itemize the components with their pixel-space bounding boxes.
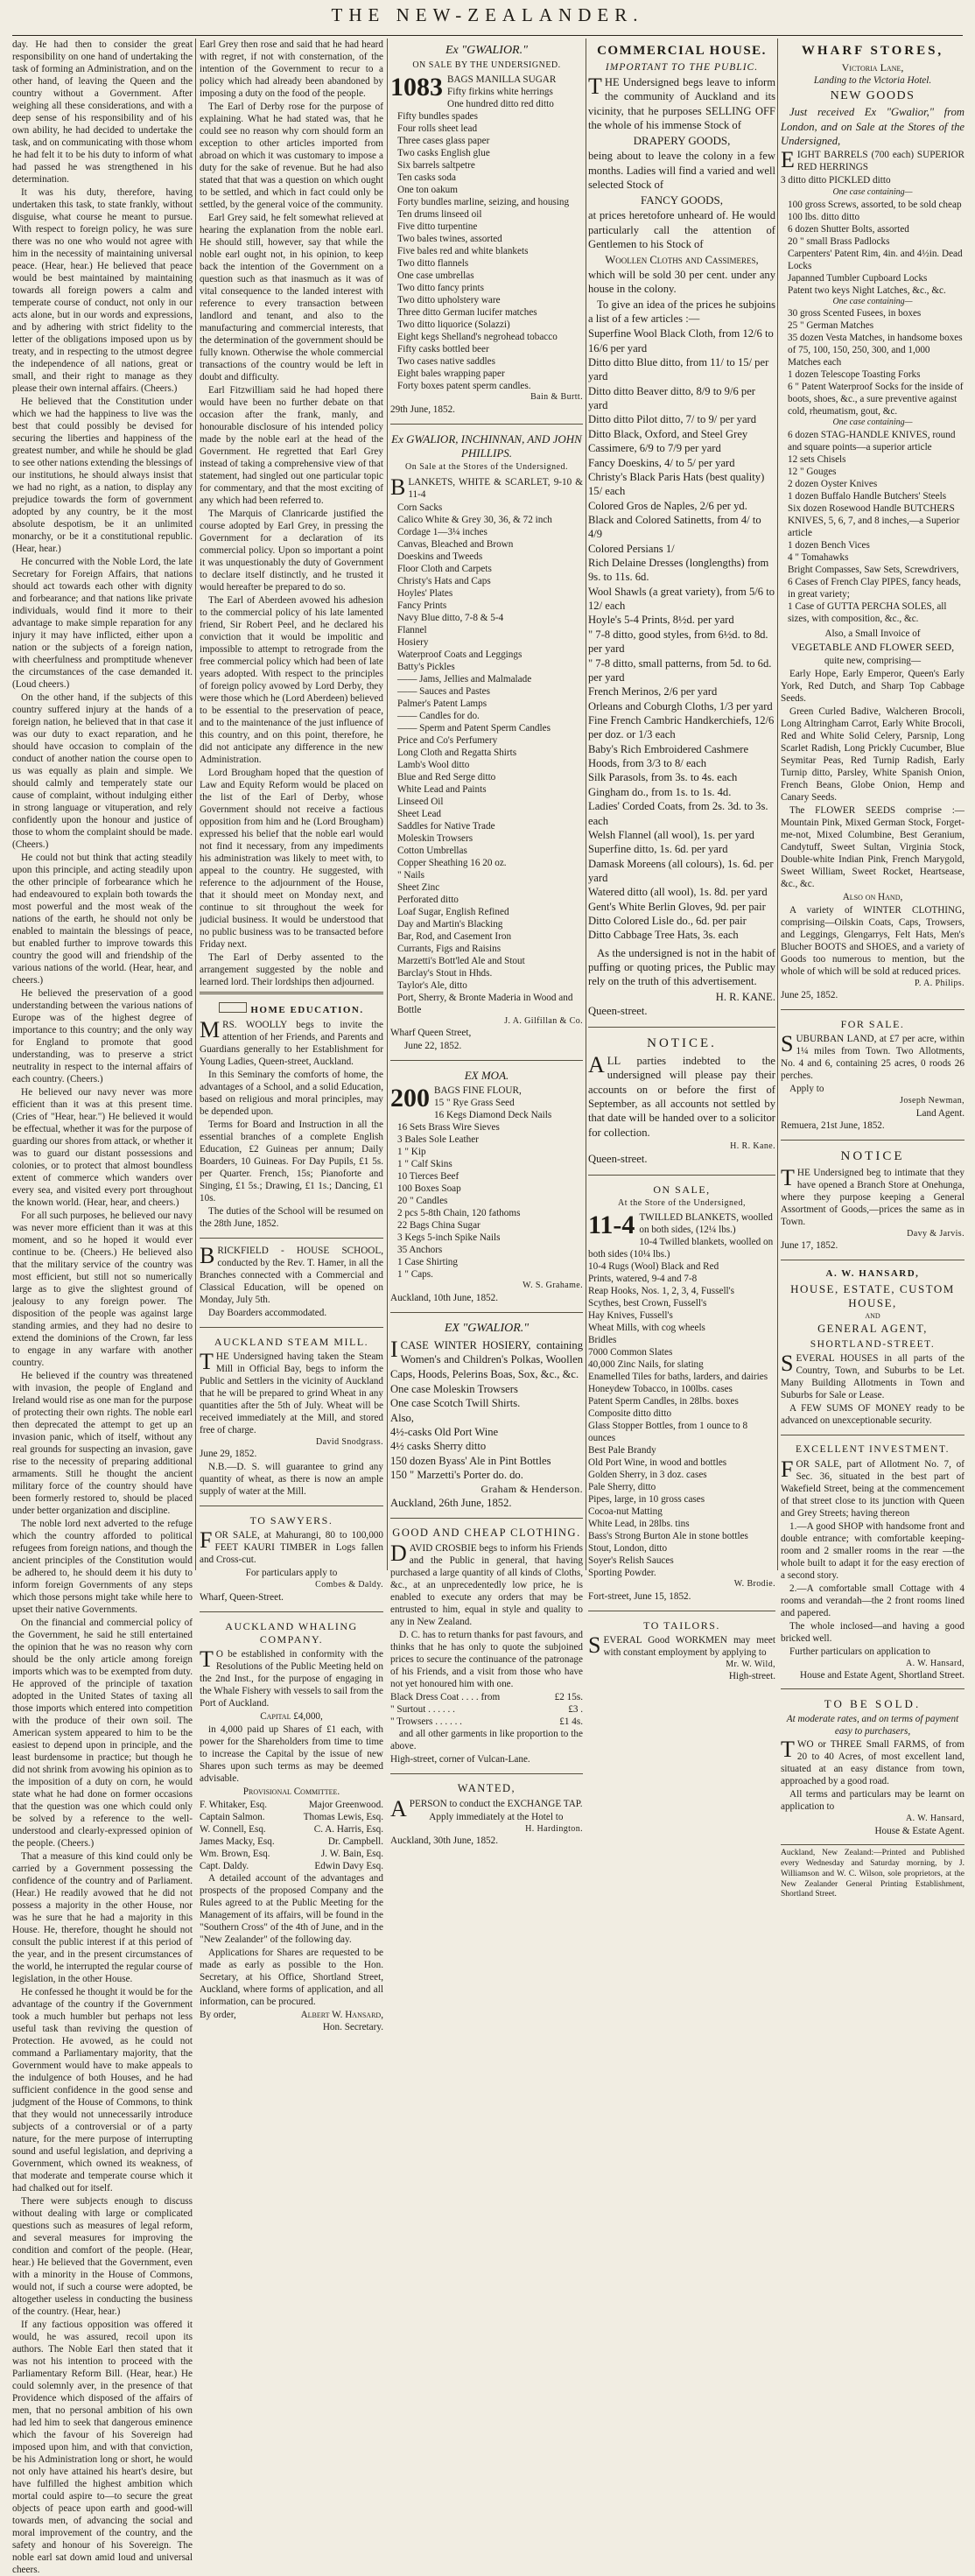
list-item: Sporting Powder. (588, 1568, 656, 1579)
price-row (390, 1691, 583, 1703)
list-item: 16 Sets Brass Wire Sieves (397, 1122, 500, 1134)
list-item: Two cases native saddles (397, 356, 495, 367)
list-item: One case Moleskin Trowsers (390, 1383, 518, 1396)
list-item: —— Jams, Jellies and Malmalade (397, 673, 532, 684)
list-item: 3 Bales Sole Leather (397, 1134, 479, 1146)
list-item: 15 " Rye Grass Seed (434, 1098, 515, 1109)
committee-member: Dr. Campbell. (327, 1835, 383, 1847)
divider (200, 992, 383, 994)
list-item: 2 pcs 5-8th Chain, 120 fathoms (397, 1208, 521, 1219)
list-item: 6 dozen STAG-HANDLE KNIVES, round and square points—a superior article (788, 429, 956, 453)
list-item: 1 " Caps. (397, 1269, 433, 1281)
list-item: Pale Sherry, ditto (588, 1482, 656, 1493)
list-item: 100 lbs. ditto ditto (788, 211, 860, 222)
list-item: Two ditto flannels (397, 258, 469, 269)
paragraph: It was his duty, therefore, having undertaken this task, to state frankly, without disguise, what course he meant to pursue. With respect to foreign policy, he was sure there was no one who would not agree with him in the necessity of maintaining universal peace. (Hear, hear.) He believed that peace would be best maintained by maintaining towards all foreign powers a calm and temperate course of conduct, not only in our acts alone, but in our words and expressions, and by adhering with strict fidelity to the letter of the obligations imposed upon us by treaty, and in respecting to the utmost degree the independence of all nations, great or small, and their right to manage as they please their own internal affairs. (Cheers.) (12, 187, 193, 394)
list-item: Five ditto turpentine (397, 221, 478, 232)
newspaper-title: THE NEW-ZEALANDER. (331, 4, 644, 25)
list-item: Copper Sheathing 16 20 oz. (397, 857, 507, 868)
list-item: Prints, watered, 9-4 and 7-8 (588, 1274, 698, 1285)
list-item: Day and Martin's Blacking (397, 918, 503, 930)
paragraph: Lord Brougham hoped that the question of Law and Equity Reform would be placed on the list of the Earl of Derby, whose Government should not receive a factious opposition from him and he (Lord Brougham) expressed his belief that the noble earl would not find it necessary, from any impediments his administration was likely to meet with, to appeal to the country. He suggested, with reference to the adjournment of the House, that it should meet on Monday next, and continue to sit throughout the week for judicial business. It would be understood that no public business was to be transacted before Friday next. (200, 768, 383, 950)
ad-ex-moa: EX MOA. 200 BAGS FINE FLOUR, 15 " Rye Grass Seed 16 Kegs Diamond Deck Nails 16 Sets Brass Wire Sieves 3 Bales Sole Leather 1 " Kip 1 " Calf Skins 10 Tierces Beef 100 Boxes Soap 20 " Candles 2 pcs 5-8th Chain, 120 fathoms 22 Bags China Sugar 3 Kegs 5-inch Spike Nails 35 Anchors 1 Case Shirting 1 " Caps. W. S. Grahame. Auckland, 10th June, 1852. (390, 1069, 583, 1303)
list-item: White Lead, in 28lbs. tins (588, 1519, 690, 1530)
list-item: 150 " Marzetti's Porter do. do. (390, 1469, 523, 1482)
list-item: 6 Cases of French Clay PIPES, fancy heads, in great variety; (788, 576, 961, 600)
paragraph: On the financial and commercial policy of the Government, he said he still entertained the opinion that he was no reason why corn should be the only article among foreign imports which was to be exempted from duty. He approved of the principle of taxation adopted in the United States of taxing all those imports which entered into competition with the produce of their own soil. The American system appeared to him to be the easiest to depend upon in principle, and the least burdensome in practice; but though he did not shrink from avowing his opinion as to the imposition of a duty on corn, he would state what he had done on former occasions that the question was one which could only be solved by a reference to the well-understood and clearly-expressed opinion of the people. (Cheers.) (12, 1618, 193, 1849)
ad-to-be-sold: TO BE SOLD. At moderate rates, and on terms of payment easy to purchasers, TWO or THREE Small FARMS, of from 20 to 40 Acres, of most excellent land, situated at an easy distance from town, approached by a good road. All terms and particulars may be learnt on application to A. W. Hansard, House & Estate Agent. (781, 1697, 964, 1836)
paragraph: The Earl of Aberdeen avowed his adhesion to the commercial policy of his late lamented friend, Sir Robert Peel, and he declared his conviction that it would be impolitic and impossible to attempt to retrograde from the free commercial policy which had been of late years adopted. With respect to the principles of foreign policy avowed by Lord Derby, they were those which he (Lord Aberdeen) believed to be essential to the preservation of peace, and to the maintenance of the just influence of this country, and on this point, therefore, he did not anticipate any difference in the new Administration. (200, 595, 383, 765)
list-item: Sheet Lead (397, 808, 442, 819)
list-item: Floor Cloth and Carpets (397, 563, 492, 574)
price-cell: " Trowsers . . . . . . (390, 1716, 462, 1728)
paragraph: The Earl of Derby rose for the purpose of explaining. What he had stated was, that he could see no reason why corn should form an exception to other articles imported from abroad on which it was customary to impose a duty for the sake of revenue. But he had also stated that that was a question on which ought to be settled, and which in fact could only be settled, by the general voice of the community. (200, 102, 383, 210)
list-item: White Lead and Paints (397, 783, 487, 795)
list-item: Glass Stopper Bottles, from 1 ounce to 8 ounces (588, 1421, 748, 1444)
list-item: Waterproof Coats and Leggings (397, 649, 523, 660)
paragraph: He could not but think that acting steadily upon this principle, and acting steadily upon the other principle of forbearance which he had endeavoured to explain both towards the most powerful and the most weak of the nations of the earth, he should not only be enabled to maintain the blessings of peace, but enabled further to improve towards this country the good will and friendship of the various nations of the world. (Hear, hear, and cheers.) (12, 853, 193, 986)
list-item: 20 " small Brass Padlocks (788, 235, 890, 247)
list-item: Ditto Black, Oxford, and Steel Grey Cassimere, 6/9 to 7/9 per yard (588, 427, 748, 455)
list-item: One hundred ditto red ditto (447, 99, 554, 109)
ad-whaling-company: AUCKLAND WHALING COMPANY. T O be established in conformity with the Resolutions of the Public Meeting held on the 2nd Inst., for the purpose of engaging in the Whale Fishery with vessels to sail from the Port of Auckland. Capital £4,000, in 4,000 paid up Shares of £1 each, with power for the Shareholders from time to time to increase the Capital by the issue of new Shares upon such terms as may be deemed advisable. Provisional Committee. F. Whitaker, Esq. Major Greenwood. Captain Salmon. Thomas Lewis, Esq. W. Connell, Esq. C. A. Harris, Esq. James Macky, Esq. Dr. Campbell. Wm. Brown, Esq. J. W. Bain, Esq. Capt. Daldy. Edwin Davy Esq. A detailed account of the advantages and prospects of the proposed Company and the Rules agreed to at the Public Meeting for the Management of its affairs, will be found in the "Southern Cross" of the 4th of June, and in the "New Zealander" of the following day. Applications for Shares are requested to be made as early as possible to the Hon. Secretary, at his Office, Shortland Street, Auckland, where forms of application, and all information, can be procured. By order, Albert W. Hansard, Hon. Secretary. (200, 1619, 383, 2032)
item-list (390, 1382, 583, 1483)
list-item: Batty's Pickles (397, 661, 455, 672)
paragraph: He believed our navy never was more efficient than it was at this present time. (Cries of "Hear, hear.") He believed it would be effectual, whether it was for the purpose of guarding our shores from attack, or whether it was to guard our distant possessions and colonies, or to protect that almost boundless extent of commerce which wanders over every sea, and visited every port throughout the known world. (Hear, hear, and cheers.) (12, 1087, 193, 1208)
paragraph: On the other hand, if the subjects of this country suffered injury at the hands of a foreign nation, he believed that in that case it was our duty to exact reparation, and he should have occasion to complain of the conduct of another nation the course open to us was equally as plain and simple. We should calmly and temperately state our cause of complaint, without indulging either in strong language or vituperation, and rely confidently upon the honour and justice of those to whom the complaint should be made. (Cheers.) (12, 692, 193, 850)
list-item: Rich Delaine Dresses (longlengths) from 9s. to 11s. 6d. (588, 557, 769, 584)
list-item: Three cases glass paper (397, 136, 490, 146)
list-item: Ten casks soda (397, 172, 456, 183)
list-item: Two casks English glue (397, 148, 490, 158)
list-item: Bass's Strong Burton Ale in stone bottles (588, 1531, 748, 1542)
list-item: 22 Bags China Sugar (397, 1220, 480, 1232)
masthead (0, 0, 975, 35)
item-list (781, 307, 964, 418)
list-item: Patent two keys Night Latches, &c., &c. (788, 284, 946, 296)
list-item: Six barrels saltpetre (397, 160, 475, 171)
ad-brickfield-school: BRICKFIELD - HOUSE SCHOOL, conducted by the Rev. T. Hamer, in all the Branches connected with a Commercial and Classical Education, will be opened on Monday, July 5th. Day Boarders accommodated. (200, 1242, 383, 1318)
item-list (781, 199, 964, 297)
list-item: Ditto ditto Blue ditto, from 11/ to 15/ per yard (588, 356, 769, 383)
list-item: Moleskin Trowsers (397, 832, 473, 844)
ad-on-sale-blankets: ON SALE, At the Store of the Undersigned, 11-4 TWILLED BLANKETS, woolled on both sides, (12¼ lbs.) 10-4 Twilled blankets, woolled on both sides (10¼ lbs.) 10-4 Rugs (Wool) Black and Red Prints, watered, 9-4 and 7-8 Reap Hooks, Nos. 1, 2, 3, 4, Fussell's Scythes, best Crown, Fussell's Hay Knives, Fussell's Wheat Mills, with cog wheels Bridles 7000 Common Slates 40,000 Zinc Nails, for slating Enamelled Tiles for baths, larders, and dairies Honeydew Tobacco, in 100lbs. cases Patent Sperm Candles, in 28lbs. boxes Composite ditto ditto Glass Stopper Bottles, from 1 ounce to 8 ounces Best Pale Brandy Old Port Wine, in wood and bottles Golden Sherry, in 3 doz. cases Pale Sherry, ditto Pipes, large, in 10 gross cases Cocoa-nut Matting White Lead, in 28lbs. tins Bass's Strong Burton Ale in stone bottles Stout, London, ditto Soyer's Relish Sauces Sporting Powder. W. Brodie. Fort-street, June 15, 1852. (588, 1183, 775, 1602)
list-item: Honeydew Tobacco, in 100lbs. cases (588, 1384, 733, 1395)
list-item: 3 Kegs 5-inch Spike Nails (397, 1232, 501, 1244)
list-item: Bright Compasses, Saw Sets, Screwdrivers, (788, 564, 959, 575)
list-item: Linseed Oil (397, 796, 444, 807)
ad-gwalior-inchinnan: Ex GWALIOR, INCHINNAN, AND JOHN PHILLIPS. On Sale at the Stores of the Undersigned. BLANKETS, WHITE & SCARLET, 9-10 & 11-4 Corn Sacks Calico White & Grey 30, 36, & 72 inch Cordage 1—3¼ inches Canvas, Bleached and Brown Doeskins and Tweeds Floor Cloth and Carpets Christy's Hats and Caps Hoyles' Plates Fancy Prints Navy Blue ditto, 7-8 & 5-4 Flannel Hosiery Waterproof Coats and Leggings Batty's Pickles —— Jams, Jellies and Malmalade —— Sauces and Pastes Palmer's Patent Lamps —— Candles for do. —— Sperm and Patent Sperm Candles Price and Co's Perfumery Long Cloth and Regatta Shirts Lamb's Wool ditto Blue and Red Serge ditto White Lead and Paints Linseed Oil Sheet Lead Saddles for Native Trade Moleskin Trowsers Cotton Umbrellas Copper Sheathing 16 20 oz. " Nails Sheet Zinc Perforated ditto Loaf Sugar, English Refined Day and Martin's Blacking Bar, Rod, and Casement Iron Currants, Figs and Raisins Marzetti's Bott'led Ale and Stout Barclay's Stout in Hhds. Taylor's Ale, ditto Port, Sherry, & Bronte Maderia in Wood and Bottle J. A. Gilfillan & Co. Wharf Queen Street, June 22, 1852. (390, 432, 583, 1051)
ad-winter-hosiery: EX "GWALIOR." ICASE WINTER HOSIERY, containing Women's and Children's Polkas, Woollen Caps, Hoods, Pelerins Boas, Sox, &c., &c. One case Moleskin Trowsers One case Scotch Twill Shirts. Also, 4½-casks Old Port Wine 4½ casks Sherry ditto 150 dozen Byass' Ale in Pint Bottles 150 " Marzetti's Porter do. do. Graham & Henderson. Auckland, 26th June, 1852. (390, 1321, 583, 1510)
list-item: Ladies' Corded Coats, from 2s. 3d. to 3s. each (588, 800, 768, 827)
item-list (390, 502, 583, 1016)
ad-gwalior-sugar: Ex "GWALIOR." ON SALE BY THE UNDERSIGNED. 1083 BAGS MANILLA SUGAR Fifty firkins white herrings One hundred ditto red ditto Fifty bundles spades Four rolls sheet lead Three cases glass paper Two casks English glue Six barrels saltpetre Ten casks soda One ton oakum Forty bundles marline, seizing, and housing Ten drums linseed oil Five ditto turpentine Two bales twines, assorted Five bales red and white blankets Two ditto flannels One case umbrellas Two ditto fancy prints Two ditto upholstery ware Three ditto German lucifer matches Two ditto liquorice (Solazzi) Eight kegs Shelland's negrohead tobacco Fifty casks bottled beer Two cases native saddles Eight bales wrapping paper Forty boxes patent sperm candles. Bain & Burtt. 29th June, 1852. (390, 44, 583, 415)
list-item: 100 Boxes Soap (397, 1183, 461, 1195)
list-item: Fine French Cambric Handkerchiefs, 12/6 per doz. or 1/3 each (588, 714, 775, 741)
committee-row (200, 1835, 383, 1848)
list-item: Wool Shawls (a great variety), from 5/6 to 12/ each (588, 585, 775, 613)
list-item: " 7-8 ditto, small patterns, from 5d. to 6d. per yard (588, 656, 772, 684)
list-item: Currants, Figs and Raisins (397, 943, 502, 954)
list-item: Old Port Wine, in wood and bottles (588, 1457, 727, 1469)
column-1-parliament-report (12, 39, 193, 2575)
list-item: 6 " Patent Waterproof Socks for the inside of boots, shoes, &c., a sure preventive against cold, rheumatism, gout, &c. (788, 382, 964, 418)
column-3 (390, 39, 583, 1847)
list-item: 35 dozen Vesta Matches, in handsome boxes of 75, 100, 150, 250, 300, and 1,000 Matches each (788, 333, 963, 369)
committee-row (200, 1860, 383, 1872)
list-item: Christy's Hats and Caps (397, 575, 491, 586)
ad-notice-onehunga: NOTICE THE Undersigned beg to intimate that they have opened a Branch Store at Onehunga, where they purpose keeping a General Assortment of Goods,—prices the same as in Town. Davy & Jarvis. June 17, 1852. (781, 1148, 964, 1252)
list-item: Scythes, best Crown, Fussell's (588, 1298, 707, 1309)
list-item: Eight bales wrapping paper (397, 369, 505, 379)
masthead-rule (12, 35, 963, 36)
list-item: Gent's White Berlin Gloves, 9d. per pair (588, 900, 766, 913)
list-item: Two ditto liquorice (Solazzi) (397, 319, 510, 330)
list-item: One case umbrellas (397, 270, 474, 281)
paragraph: He confessed he thought it would be for the advantage of the country if the Government took a much humbler but perhaps not less useful task than reviving the question of Protection. He avowed, as he could not command a Parliamentary majority, that the Government would have to make appeals to the indulgence of both Houses, and he had sufficient confidence in the good sense and judgment of the House of Commons, to think that they would not unnecessarily introduce subjects of a controversial or of a party nature, for the mere purpose of interrupting sound and useful legislation, and depriving a Government, which owned its weakness, of that moderate and temperate course which it had chalked out for itself. (12, 1987, 193, 2193)
column-2 (200, 39, 383, 2032)
item-list (781, 429, 964, 625)
list-item: 1 " Calf Skins (397, 1159, 452, 1170)
paragraph: There were subjects enough to discuss without dealing with large or complicated questions such as measures of legal reform, and several measures for improving the condition and comfort of the people. (Hear, hear.) He believed that the Government, even with a minority in the House of Commons, would not, if such a course were adopted, be altogether useless in conducting the business of the country. (Hear, hear.) (12, 2196, 193, 2317)
list-item: 1 Case of GUTTA PERCHA SOLES, all sizes, with composition, &c., &c. (788, 600, 947, 624)
list-item: Two ditto upholstery ware (397, 295, 501, 305)
list-item: Hoyle's 5-4 Prints, 8½d. per yard (588, 614, 734, 627)
list-item: Ten drums linseed oil (397, 209, 482, 220)
list-item: Hosiery (397, 636, 429, 648)
list-item: Also, (390, 1411, 414, 1424)
column-4 (588, 39, 775, 1682)
list-item: Superfine Wool Black Cloth, from 12/6 to 16/6 per yard (588, 327, 774, 354)
price-row (390, 1703, 583, 1716)
committee-member: C. A. Harris, Esq. (313, 1823, 383, 1835)
list-item: 12 " Gouges (788, 466, 837, 477)
price-cell: " Surtout . . . . . . (390, 1704, 455, 1716)
column-divider (195, 39, 196, 1570)
list-item: 25 " German Matches (788, 320, 874, 332)
list-item: Hay Knives, Fussell's (588, 1310, 673, 1322)
list-item: Superfine ditto, 1s. 6d. per yard (588, 843, 728, 856)
price-cell: £3 . (568, 1704, 583, 1716)
list-item: French Merinos, 2/6 per yard (588, 685, 718, 698)
paragraph: Earl Grey then rose and said that he had heard with regret, if not with consternation, of the intention of the Government to recur to a policy which had already been abandoned by imposing a duty on the food of the people. (200, 39, 383, 99)
list-item: Best Pale Brandy (588, 1445, 656, 1456)
list-item: Orleans and Coburgh Cloths, 1/3 per yard (588, 699, 773, 712)
ad-sawyers: TO SAWYERS. FOR SALE, at Mahurangi, 80 to 100,000 FEET KAURI TIMBER in Logs fallen and Cross-cut. For particulars apply to Combes & Daldy. Wharf, Queen-Street. (200, 1514, 383, 1603)
committee-member: Thomas Lewis, Esq. (303, 1811, 383, 1822)
paragraph: That a measure of this kind could only be carried by a Government possessing the confidence of the country and of Parliament. (Hear.) He readily avowed that he did not possess a majority in the other House, nor was he sure that he had a majority in this House. He, therefore, thought he should not consult the public interest if at this period of the year, and in the present circumstances of the world, he interrupted the regular course of legislation, in the other House. (12, 1851, 193, 1984)
committee-member: James Macky, Esq. (200, 1835, 275, 1847)
list-item: Japanned Tumbler Cupboard Locks (788, 272, 928, 284)
list-item: Blue and Red Serge ditto (397, 771, 496, 783)
list-item: Bridles (588, 1335, 617, 1346)
price-cell: Black Dress Coat . . . . from (390, 1692, 501, 1703)
ad-cheap-clothing: GOOD AND CHEAP CLOTHING. DAVID CROSBIE begs to inform his Friends and the Public in general, that having purchased a large quantity of all kinds of Cloths, &c., at an unprecedentedly low price, he is enabled to execute any orders that may be entrusted to him, equal in style and quality to any in New Zealand. D. C. has to return thanks for past favours, and thinks that he has only to quote the subjoined prices to secure the continuance of the patronage of his Friends, and a visit from those who have not yet honoured him with one. Black Dress Coat . . . . from £2 15s. " Surtout . . . . . . £3 . " Trowsers . . . . . . £1 4s. and all other garments in like proportion to the above. High-street, corner of Vulcan-Lane. (390, 1527, 583, 1765)
list-item: Four rolls sheet lead (397, 123, 478, 134)
list-item: Doeskins and Tweeds (397, 551, 483, 562)
list-item: Fancy Doeskins, 4/ to 5/ per yard (588, 456, 735, 469)
list-item: 35 Anchors (397, 1245, 443, 1256)
committee-member: Edwin Davy Esq. (314, 1860, 383, 1871)
list-item: Christy's Black Paris Hats (best quality) 15/ each (588, 470, 765, 498)
ad-to-tailors: TO TAILORS. SEVERAL Good WORKMEN may meet with constant employment by applying to Mr. W. Wild, High-street. (588, 1618, 775, 1682)
list-item: Watered ditto (all wool), 1s. 8d. per yard (588, 886, 768, 899)
paragraph: Earl Fitzwilliam said he had hoped there would have been no further debate on that occasion after the frank, manly, and honourable disclosure of his intended policy made by the noble earl at the head of the Government. He regretted that Earl Grey instead of taking a comprehensive view of that statement, had singled out one particular topic for commentary, and that the most exciting of any which had been referred to. (200, 385, 383, 506)
list-item: Composite ditto ditto (588, 1408, 672, 1420)
committee-member: Capt. Daldy. (200, 1860, 249, 1871)
list-item: Fifty firkins white herrings (447, 87, 553, 97)
list-item: 1 dozen Bench Vices (788, 539, 870, 551)
list-item: 10-4 Rugs (Wool) Black and Red (588, 1261, 719, 1273)
paragraph: The Earl of Derby assented to the arrangement suggested by the noble and learned lord. Their lordships then adjourned. (200, 952, 383, 987)
committee-row (200, 1811, 383, 1823)
committee-member: J. W. Bain, Esq. (320, 1848, 383, 1859)
printer-imprint: Auckland, New Zealand:—Printed and Published every Wednesday and Saturday morning, by J. Williamson and W. C. Wilson, sole proprietors, at the New Zealander General Printing Establishment, Shortland Street. (781, 1848, 964, 1899)
committee-member: Major Greenwood. (308, 1799, 383, 1810)
list-item: 150 dozen Byass' Ale in Pint Bottles (390, 1454, 551, 1467)
list-item: 1 Case Shirting (397, 1257, 458, 1268)
list-item: Flannel (397, 624, 427, 635)
list-item: 6 dozen Shutter Bolts, assorted (788, 223, 909, 235)
list-item: Fifty bundles spades (397, 111, 478, 122)
ad-hansard-agent: A. W. HANSARD, HOUSE, ESTATE, CUSTOM HOUSE, AND GENERAL AGENT, SHORTLAND-STREET. SEVERAL HOUSES in all parts of the Country, Town, and Suburbs to be Let. Many Building Allotments in Town and Suburbs for Sale or Lease. A FEW SUMS OF MONEY ready to be advanced on unexceptionable security. (781, 1268, 964, 1427)
list-item: Forty boxes patent sperm candles. (397, 381, 531, 391)
list-item: Loaf Sugar, English Refined (397, 906, 509, 917)
list-item: Marzetti's Bott'led Ale and Stout (397, 955, 525, 966)
paragraph: For all such purposes, he believed our navy was never more efficient than it was at this moment, and so he hoped it would ever continue to be. (Cheers.) He believed also that the military service of the country was most efficient, but still not so numerically large as to give the slightest ground of jealousy to any foreign power. The disposition of the people was against large standing armies, and they had no desire to extend the dominions of the Crown, far less to engage in any warfare with another country. (12, 1211, 193, 1368)
list-item: Three ditto German lucifer matches (397, 307, 537, 318)
paragraph: The Marquis of Clanricarde justified the course adopted by Earl Grey, in pressing the Government for a declaration of its commercial policy. Upon so important a point it was unquestionably the duty of Government to declare itself distinctly, and he trusted it would hereafter be prepared to do so. (200, 509, 383, 593)
item-list (588, 1236, 775, 1579)
list-item: Barclay's Stout in Hhds. (397, 967, 493, 979)
list-item: Fifty casks bottled beer (397, 344, 489, 354)
committee-member: Captain Salmon. (200, 1811, 265, 1822)
list-item: Patent Sperm Candles, in 28lbs. boxes (588, 1396, 739, 1407)
list-item: Golden Sherry, in 3 doz. cases (588, 1470, 707, 1481)
list-item: —— Sperm and Patent Sperm Candles (397, 722, 551, 733)
paragraph: He concurred with the Noble Lord, the late Secretary for Foreign Affairs, that nations should act towards each other with dignity and forbearance; and that nations like private individuals, would find it more to their advantage to make simple reparation for any injury it may have inflicted, either upon a nation or the subjects of a foreign nation, with cheerfulness and promptitude whenever the circumstances of the case demanded it. (Loud cheers.) (12, 557, 193, 690)
ad-notice-kane: NOTICE. ALL parties indebted to the undersigned will please pay their accounts on or before the first of September, as all accounts not settled by that date will be handed over to a solicitor for collection. H. R. Kane. Queen-street. (588, 1035, 775, 1166)
list-item: 40,000 Zinc Nails, for slating (588, 1359, 704, 1371)
committee-member: F. Whitaker, Esq. (200, 1799, 268, 1810)
paragraph: If any factious opposition was offered it would, he was assured, recoil upon its authors. The Noble Earl then stated that it was not his intention to proceed with the Parliamentary Reform Bill. (Hear, hear.) He could solemnly aver, in the presence of that Providence which disposed of the affairs of men, that no personal ambition of his own had led him to seek that dangerous eminence which the favour of his Sovereign had imposed upon him, and with that conviction, be his Administration long or short, he would not only have attained his heart's desire, but have fulfilled the highest ambition which mortal could aspire to—to secure the great objects of peace upon earth and good-will towards men, of advancing the social and moral improvement of the country, and the safety and honour of his Sovereign. The noble earl sat down amid loud and universal cheers. (12, 2320, 193, 2575)
ad-home-education: HOME EDUCATION. MRS. WOOLLY begs to invite the attention of her Friends, and Parents and Guardians generally to her Establishment for Young Ladies, Queen-street, Auckland. In this Seminary the comforts of home, the advantages of a School, and a solid Education, based on religious and moral principles, may be depended upon. Terms for Board and Instruction in all the essential branches of a complete English Education, £2 Guineas per annum; Daily Boarders, 10 Guineas. For Day Pupils, £1 5s. per Quarter. French, 15s; Pianoforte and Singing, £1 5s.; Drawing, £1 1s.; Dancing, £1 10s. The duties of the School will be resumed on the 28th June, 1852. (200, 998, 383, 1234)
list-item: Forty bundles marline, seizing, and housing (397, 197, 570, 207)
committee-row (200, 1848, 383, 1860)
list-item: Ditto Colored Lisle do., 6d. per pair (588, 915, 747, 928)
ad-commercial-house: COMMERCIAL HOUSE. IMPORTANT TO THE PUBLIC. THE Undersigned begs leave to inform the community of Auckland and its vicinity, that he purposes SELLING OFF the whole of his immense Stock of DRAPERY GOODS, being about to leave the colony in a few months. Ladies will find a varied and well selected Stock of FANCY GOODS, at prices heretofore unheard of. He would particularly call the attention of Gentlemen to his Stock of Woollen Cloths and Cassimeres, which will be sold 30 per cent. under any house in the colony. To give an idea of the prices he subjoins a list of a few articles :— Superfine Wool Black Cloth, from 12/6 to 16/6 per yard Ditto ditto Blue ditto, from 11/ to 15/ per yard Ditto ditto Beaver ditto, 8/9 to 9/6 per yard Ditto ditto Pilot ditto, 7/ to 9/ per yard Ditto Black, Oxford, and Steel Grey Cassimere, 6/9 to 7/9 per yard Fancy Doeskins, 4/ to 5/ per yard Christy's Black Paris Hats (best quality) 15/ each Colored Gros de Naples, 2/6 per yd. Black and Colored Satinetts, from 4/ to 4/9 Colored Persians 1/ Rich Delaine Dresses (longlengths) from 9s. to 11s. 6d. Wool Shawls (a great variety), from 5/6 to 12/ each Hoyle's 5-4 Prints, 8½d. per yard " 7-8 ditto, good styles, from 6½d. to 8d. per yard " 7-8 ditto, small patterns, from 5d. to 6d. per yard French Merinos, 2/6 per yard Orleans and Coburgh Cloths, 1/3 per yard Fine French Cambric Handkerchiefs, 12/6 per doz. or 1/3 each Baby's Rich Embroidered Cashmere Hoods, from 3/3 to 8/ each Silk Parasols, from 3s. to 4s. each Gingham do., from 1s. to 1s. 4d. Ladies' Corded Coats, from 2s. 3d. to 3s. each Welsh Flannel (all wool), 1s. per yard Superfine ditto, 1s. 6d. per yard Damask Moreens (all colours), 1s. 6d. per yard Watered ditto (all wool), 1s. 8d. per yard Gent's White Berlin Gloves, 9d. per pair Ditto Colored Lisle do., 6d. per pair Ditto Cabbage Tree Hats, 3s. each As the undersigned is not in the habit of puffing or quoting prices, the Public may rely on the truth of this advertisement. H. R. KANE. Queen-street. (588, 44, 775, 1018)
list-item: Stout, London, ditto (588, 1543, 668, 1555)
list-item: Sheet Zinc (397, 881, 440, 893)
list-item: 10 Tierces Beef (397, 1171, 459, 1183)
ad-for-sale-land: FOR SALE. SUBURBAN LAND, at £7 per acre, within 1¼ miles from Town. Two Allotments, No. 4 and 6, containing 25 acres, 0 roods 26 perches. Apply to Joseph Newman, Land Agent. Remuera, 21st June, 1852. (781, 1018, 964, 1131)
list-item: Wheat Mills, with cog wheels (588, 1323, 705, 1334)
list-item: Navy Blue ditto, 7-8 & 5-4 (397, 612, 504, 623)
list-item: Soyer's Relish Sauces (588, 1555, 674, 1567)
list-item: " Nails (397, 869, 424, 881)
list-item: —— Candles for do. (397, 710, 480, 721)
ad-excellent-investment: EXCELLENT INVESTMENT. FOR SALE, part of Allotment No. 7, of Sec. 36, situated in the best part of Wakefield Street, being at the commencement of that street close to its junction with Queen and Grey Streets; having thereon 1.—A good SHOP with handsome front and double entrance; with comfortable keeping-room and 2 smaller rooms in the rear —the whole built to adapt it for the easy erection of a second story. 2.—A comfortable small Cottage with 4 rooms and verandah—the 2 front rooms lined and papered. The whole inclosed—and having a good bricked well. Further particulars on application to A. W. Hansard, House and Estate Agent, Shortland Street. (781, 1444, 964, 1681)
list-item: Long Cloth and Regatta Shirts (397, 747, 517, 758)
list-item: Carpenters' Patent Rim, 4in. and 4½in. Dead Locks (788, 248, 963, 271)
list-item: —— Sauces and Pastes (397, 685, 490, 697)
list-item: Bar, Rod, and Casement Iron (397, 930, 512, 942)
list-item: 7000 Common Slates (588, 1347, 673, 1358)
committee-row (200, 1823, 383, 1835)
list-item: Ditto Cabbage Tree Hats, 3s. each (588, 929, 739, 942)
price-cell: £1 4s. (559, 1716, 583, 1728)
list-item: Palmer's Patent Lamps (397, 698, 488, 709)
list-item: " 7-8 ditto, good styles, from 6½d. to 8d. per yard (588, 628, 768, 656)
list-item: Port, Sherry, & Bronte Maderia in Wood and Bottle (397, 992, 573, 1015)
committee-row (200, 1799, 383, 1811)
ad-steam-mill: AUCKLAND STEAM MILL. THE Undersigned having taken the Steam Mill in Official Bay, begs to inform the Public and Settlers in the vicinity of Auckland that he will be prepared to grind Wheat in any quantities after the 5th of July. Wheat will be received immediately at the Mill, and stored free of charge. David Snodgrass. June 29, 1852. N.B.—D. S. will guarantee to grind any quantity of wheat, as there is now an ample supply of water at the Mill. (200, 1335, 383, 1498)
paragraph: Earl Grey said, he felt somewhat relieved at hearing the explanation from the noble earl. He should still, however, say that while the noble earl ought not, in his opinion, to keep back the intention of the Government on a question such as that inasmuch as it was of vital consequence to the landed interest with reference to every transaction between landlord and tenant, and also to the manufacturing and commercial interests, that the determination of the government should be fully known. Otherwise the whole commercial transactions of the country would be left in doubt and difficulty. (200, 213, 383, 383)
committee-list (200, 1799, 383, 1872)
list-item: Cotton Umbrellas (397, 845, 467, 856)
paragraph: He believed if the country was threatened with invasion, the people of England and Ireland would rise as one man for the purpose of protecting their own rights. The noble earl then deprecated the attempt to get up an invasion panic, which of itself, without any real grounds for suspecting an invasion, gave rise to the necessity of preparing additional armaments. Still he thought the ancient military force of the country should have been formerly restored to, should be placed under better organization and discipline. (12, 1371, 193, 1516)
list-item: One case Scotch Twill Shirts. (390, 1397, 521, 1410)
list-item: Cordage 1—3¼ inches (397, 526, 488, 537)
committee-member: Wm. Brown, Esq. (200, 1848, 270, 1859)
list-item: Gingham do., from 1s. to 1s. 4d. (588, 785, 732, 798)
list-item: 4½ casks Sherry ditto (390, 1440, 487, 1453)
list-item: Five bales red and white blankets (397, 246, 529, 256)
item-list (390, 86, 583, 392)
list-item: Black and Colored Satinetts, from 4/ to 4/9 (588, 513, 761, 541)
committee-member: W. Connell, Esq. (200, 1823, 266, 1835)
list-item: Two ditto fancy prints (397, 283, 484, 293)
list-item: Taylor's Ale, ditto (397, 979, 467, 991)
list-item: 16 Kegs Diamond Deck Nails (434, 1110, 552, 1121)
list-item: 12 sets Chisels (788, 453, 846, 465)
list-item: Price and Co's Perfumery (397, 734, 498, 746)
price-row (390, 1716, 583, 1728)
list-item: 1 dozen Buffalo Handle Butchers' Steels (788, 490, 947, 502)
list-item: Two bales twines, assorted (397, 234, 502, 244)
list-item: Baby's Rich Embroidered Cashmere Hoods, from 3/3 to 8/ each (588, 742, 749, 770)
list-item: 2 dozen Oyster Knives (788, 478, 878, 489)
ad-wharf-stores: WHARF STORES, Victoria Lane, Landing to the Victoria Hotel. NEW GOODS Just received Ex "Gwalior," from London, and on Sale at the Stores of the Undersigned, EIGHT BARRELS (700 each) SUPERIOR RED HERRINGS 3 ditto ditto PICKLED ditto One case containing— 100 gross Screws, assorted, to be sold cheap 100 lbs. ditto ditto 6 dozen Shutter Bolts, assorted 20 " small Brass Padlocks Carpenters' Patent Rim, 4in. and 4½in. Dead Locks Japanned Tumbler Cupboard Locks Patent two keys Night Latches, &c., &c. One case containing— 30 gross Scented Fusees, in boxes 25 " German Matches 35 dozen Vesta Matches, in handsome boxes of 75, 100, 150, 250, 300, and 1,000 Matches each 1 dozen Telescope Toasting Forks 6 " Patent Waterproof Socks for the inside of boots, shoes, &c., a sure preventive against cold, rheumatism, gout, &c. One case containing— 6 dozen STAG-HANDLE KNIVES, round and square points—a superior article 12 sets Chisels 12 " Gouges 2 dozen Oyster Knives 1 dozen Buffalo Handle Butchers' Steels Six dozen Rosewood Handle BUTCHERS KNIVES, 5, 6, 7, and 8 inches,—a Superior article 1 dozen Bench Vices 4 " Tomahawks Bright Compasses, Saw Sets, Screwdrivers, 6 Cases of French Clay PIPES, fancy heads, in great variety; 1 Case of GUTTA PERCHA SOLES, all sizes, with composition, &c., &c. Also, a Small Invoice of VEGETABLE AND FLOWER SEED, quite new, comprising— Early Hope, Early Emperor, Queen's Early York, Red Dutch, and Sharp Top Cabbage Seeds. Green Curled Badive, Walcheren Brocoli, Long Altringham Carrot, Early White Brocoli, Red and White Solid Celery, Parsnip, Long Scarlet Radish, Long Prickly Cucumber, Blue Seymitar Peas, Red Turnip Radish, Early Turnip ditto, Parsley, White Spanish Onion, French Beans, Globe Onion, Hemp and Canary Seeds. The FLOWER SEEDS comprise :—Mountain Pink, Mixed German Stock, Forget-me-not, Mixed Columbine, Best Geranium, Candytuff, Sweet Sultan, Virginia Stock, Double-white Indian Pink, French Marygold, Sweet William, Sweet Rocket, Heartsease, &c., &c. Also on Hand, A variety of WINTER CLOTHING, comprising—Oilskin Coats, Caps, Trowsers, and Leggings, Glengarrys, Felt Hats, Men's Blucher BOOTS and SHOES, and a variety of Goods too numerous to mention, but the whole of which will be sold at reduced prices. P. A. Philips. June 25, 1852. (781, 44, 964, 1001)
list-item: Calico White & Grey 30, 36, & 72 inch (397, 514, 552, 525)
column-divider (387, 39, 388, 1570)
list-item: 4½-casks Old Port Wine (390, 1426, 499, 1439)
list-item: Corn Sacks (397, 502, 443, 513)
list-item: Ditto ditto Beaver ditto, 8/9 to 9/6 per yard (588, 384, 755, 412)
price-list (390, 1691, 583, 1728)
list-item: Enamelled Tiles for baths, larders, and dairies (588, 1372, 768, 1383)
list-item: Lamb's Wool ditto (397, 759, 470, 770)
list-item: Pipes, large, in 10 gross cases (588, 1494, 705, 1506)
debate-continued (200, 39, 383, 988)
list-item: Eight kegs Shelland's negrohead tobacco (397, 332, 558, 342)
column-5 (781, 39, 964, 1899)
list-item: 20 " Candles (397, 1196, 448, 1207)
list-item: Silk Parasols, from 3s. to 4s. each (588, 771, 738, 784)
paragraph: day. He had then to consider the great responsibility on one hand of undertaking the task of forming an Administration, and on the other hand, of leaving the Queen and the country without a Government. After weighing all these considerations, and with a deep sense of his responsibility and of his own ability, he had decided to undertake the task, and on communicating with those whom he had felt it to be his duty to inform of what had passed he was strengthened in his determination. (12, 39, 193, 185)
list-item: Reap Hooks, Nos. 1, 2, 3, 4, Fussell's (588, 1286, 735, 1297)
list-item: One ton oakum (397, 185, 458, 195)
paragraph: He believed that the Constitution under which we had the happiness to live was the best that could possibly be devised for securing the liberties and happiness of the greatest number, and while he should be glad to see other nations extending the blessings of our institutions, he should always insist that we had no right, as a nation, to display any prejudice towards the form of government adopted by any country, be it the most absolute despotism, be it an unlimited monarchy, or be it a constitutional republic. (Hear, hear.) (12, 397, 193, 554)
list-item: Canvas, Bleached and Brown (397, 538, 514, 550)
ad-heading: HOME EDUCATION. (200, 1002, 383, 1017)
list-item: 100 gross Screws, assorted, to be sold cheap (788, 199, 962, 210)
list-item: Six dozen Rosewood Handle BUTCHERS KNIVES, 5, 6, 7, and 8 inches,—a Superior article (788, 502, 960, 538)
list-item: Damask Moreens (all colours), 1s. 6d. per yard (588, 857, 774, 884)
list-item: 4 " Tomahawks (788, 551, 849, 563)
list-item: Welsh Flannel (all wool), 1s. per yard (588, 828, 754, 841)
column-divider (777, 39, 778, 1570)
list-item: 1 dozen Telescope Toasting Forks (788, 369, 921, 381)
item-list (390, 1097, 583, 1281)
list-item: 10-4 Twilled blankets, woolled on both sides (10¼ lbs.) (588, 1237, 774, 1260)
list-item: 30 gross Scented Fusees, in boxes (788, 308, 922, 319)
list-item: Fancy Prints (397, 600, 447, 611)
list-item: Colored Persians 1/ (588, 542, 675, 555)
paragraph: He believed the preservation of a good understanding between the various nations of Europe was of the highest degree of importance to this country; and the only way for England to promote that good understanding, was to preserve a strict neutrality in respect to the internal affairs of each country. (Cheers.) (12, 988, 193, 1084)
list-item: Hoyles' Plates (397, 587, 453, 599)
paragraph: The noble lord next adverted to the refuge which the country afforded to political refugees from foreign nations, and though the ancient principles of the Constitution would be adhered to, he should deem it his duty to inform foreign Governments of any steps which those persons might take while here to upset their native Governments. (12, 1519, 193, 1615)
price-list (588, 326, 775, 942)
list-item: Ditto ditto Pilot ditto, 7/ to 9/ per yard (588, 413, 757, 426)
list-item: Colored Gros de Naples, 2/6 per yd. (588, 499, 747, 512)
list-item: Perforated ditto (397, 894, 459, 905)
list-item: Saddles for Native Trade (397, 820, 495, 832)
list-item: 1 " Kip (397, 1147, 426, 1158)
ad-wanted: WANTED, APERSON to conduct the EXCHANGE TAP. Apply immediately at the Hotel to H. Hardington. Auckland, 30th June, 1852. (390, 1782, 583, 1847)
list-item: Cocoa-nut Matting (588, 1506, 663, 1518)
price-cell: £2 15s. (554, 1692, 583, 1703)
